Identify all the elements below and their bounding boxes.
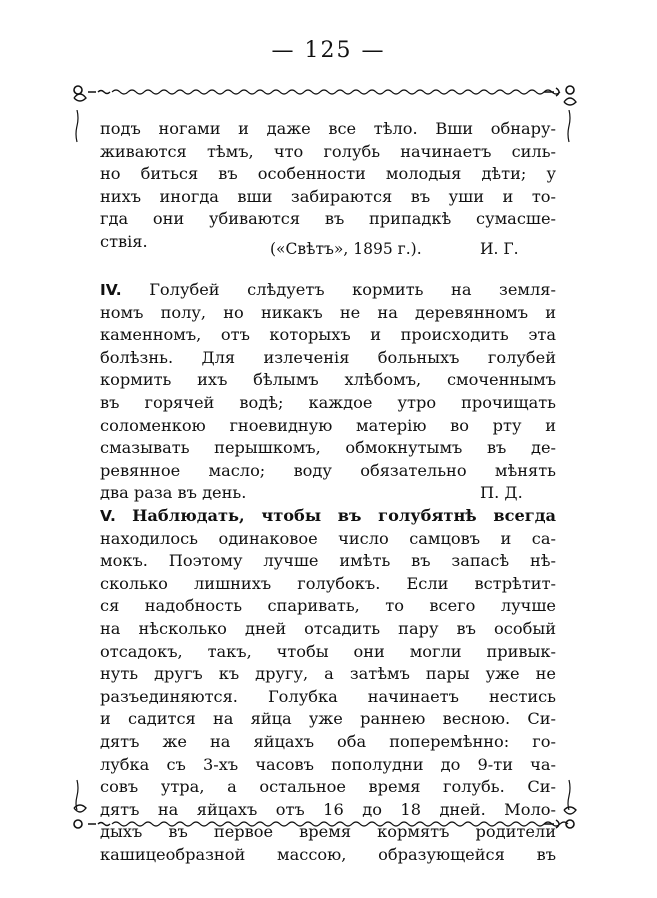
section-first-line: Наблюдать, чтобы въ голубятнѣ всегда bbox=[132, 506, 556, 525]
text-line: смазывать перышкомъ, обмокнутымъ въ де- bbox=[100, 438, 556, 458]
text-line: подъ ногами и даже все тѣло. Вши обнару- bbox=[100, 119, 556, 138]
paragraph-continuation bbox=[100, 118, 556, 254]
text-line: болѣзнь. Для излеченія больныхъ голубей bbox=[100, 347, 556, 367]
text-line: каменномъ, отъ которыхъ и происходить эта bbox=[100, 325, 556, 345]
section-last-line: два раза въ день. bbox=[100, 483, 247, 503]
text-line: нуть другъ къ другу, а затѣмъ пары уже не bbox=[100, 664, 556, 684]
text-line: ревянное масло; воду обязательно мѣнять bbox=[100, 460, 556, 480]
text-line: въ горячей водѣ; каждое утро прочищать bbox=[100, 392, 556, 412]
text-line: живаются тѣмъ, что голубь начинаетъ силь- bbox=[100, 141, 556, 161]
text-line bbox=[100, 279, 556, 302]
text-line: отсадокъ, такъ, чтобы они могли привык- bbox=[100, 641, 556, 661]
page-number: — 125 — bbox=[271, 38, 386, 63]
ornamental-border-top bbox=[70, 78, 590, 118]
text-line: мокъ. Поэтому лучше имѣть въ запасѣ нѣ- bbox=[100, 551, 556, 571]
text-line: совъ утра, а остальное время голубь. Си- bbox=[100, 777, 556, 797]
text-line: и садится на яйца уже раннею весною. Си- bbox=[100, 709, 556, 729]
text-line: ся надобность спаривать, то всего лучше bbox=[100, 596, 556, 616]
section-numeral: V. bbox=[100, 507, 116, 525]
text-line: на нѣсколько дней отсадить пару въ особый bbox=[100, 618, 556, 638]
text-line: но биться въ особенности молодыя дѣти; у bbox=[100, 164, 556, 184]
text-line: разъединяются. Голубка начинаетъ нестись bbox=[100, 686, 556, 706]
text-line: номъ полу, но никакъ не на деревянномъ и bbox=[100, 302, 556, 322]
text-line: соломенкою гноевидную матерію во рту и bbox=[100, 415, 556, 435]
text-line: кормить ихъ бѣлымъ хлѣбомъ, смоченнымъ bbox=[100, 370, 556, 390]
text-line: ствія. bbox=[100, 231, 148, 251]
text-line: дыхъ въ первое время кормятъ родители bbox=[100, 822, 556, 842]
text-line: лубка съ 3-хъ часовъ пополудни до 9-ти ча- bbox=[100, 754, 556, 774]
ornamental-border-right bbox=[566, 110, 572, 810]
author-initials: И. Г. bbox=[480, 240, 519, 258]
text-line: нихъ иногда вши забираются въ уши и то- bbox=[100, 186, 556, 206]
section-numeral: IV. bbox=[100, 281, 122, 299]
section-iv bbox=[100, 279, 556, 505]
text-line: сколько лишнихъ голубокъ. Если встрѣтит- bbox=[100, 573, 556, 593]
text-line: кашицеобразной массою, образующейся въ bbox=[100, 844, 556, 864]
text-line bbox=[100, 505, 556, 528]
section-v bbox=[100, 505, 556, 867]
text-line: находилось одинаковое число самцовъ и са- bbox=[100, 528, 556, 548]
text-line bbox=[100, 482, 556, 505]
text-line: дятъ на яйцахъ отъ 16 до 18 дней. Моло- bbox=[100, 799, 556, 819]
source-citation: («Свѣтъ», 1895 г.). bbox=[270, 240, 422, 258]
ornamental-border-left bbox=[74, 110, 80, 810]
text-line: гда они убиваются въ припадкѣ сумасше- bbox=[100, 209, 556, 229]
section-first-line: Голубей слѣдуетъ кормить на земля- bbox=[149, 280, 556, 299]
text-line: дятъ же на яйцахъ оба поперемѣнно: го- bbox=[100, 731, 556, 751]
author-initials: П. Д. bbox=[480, 483, 523, 503]
